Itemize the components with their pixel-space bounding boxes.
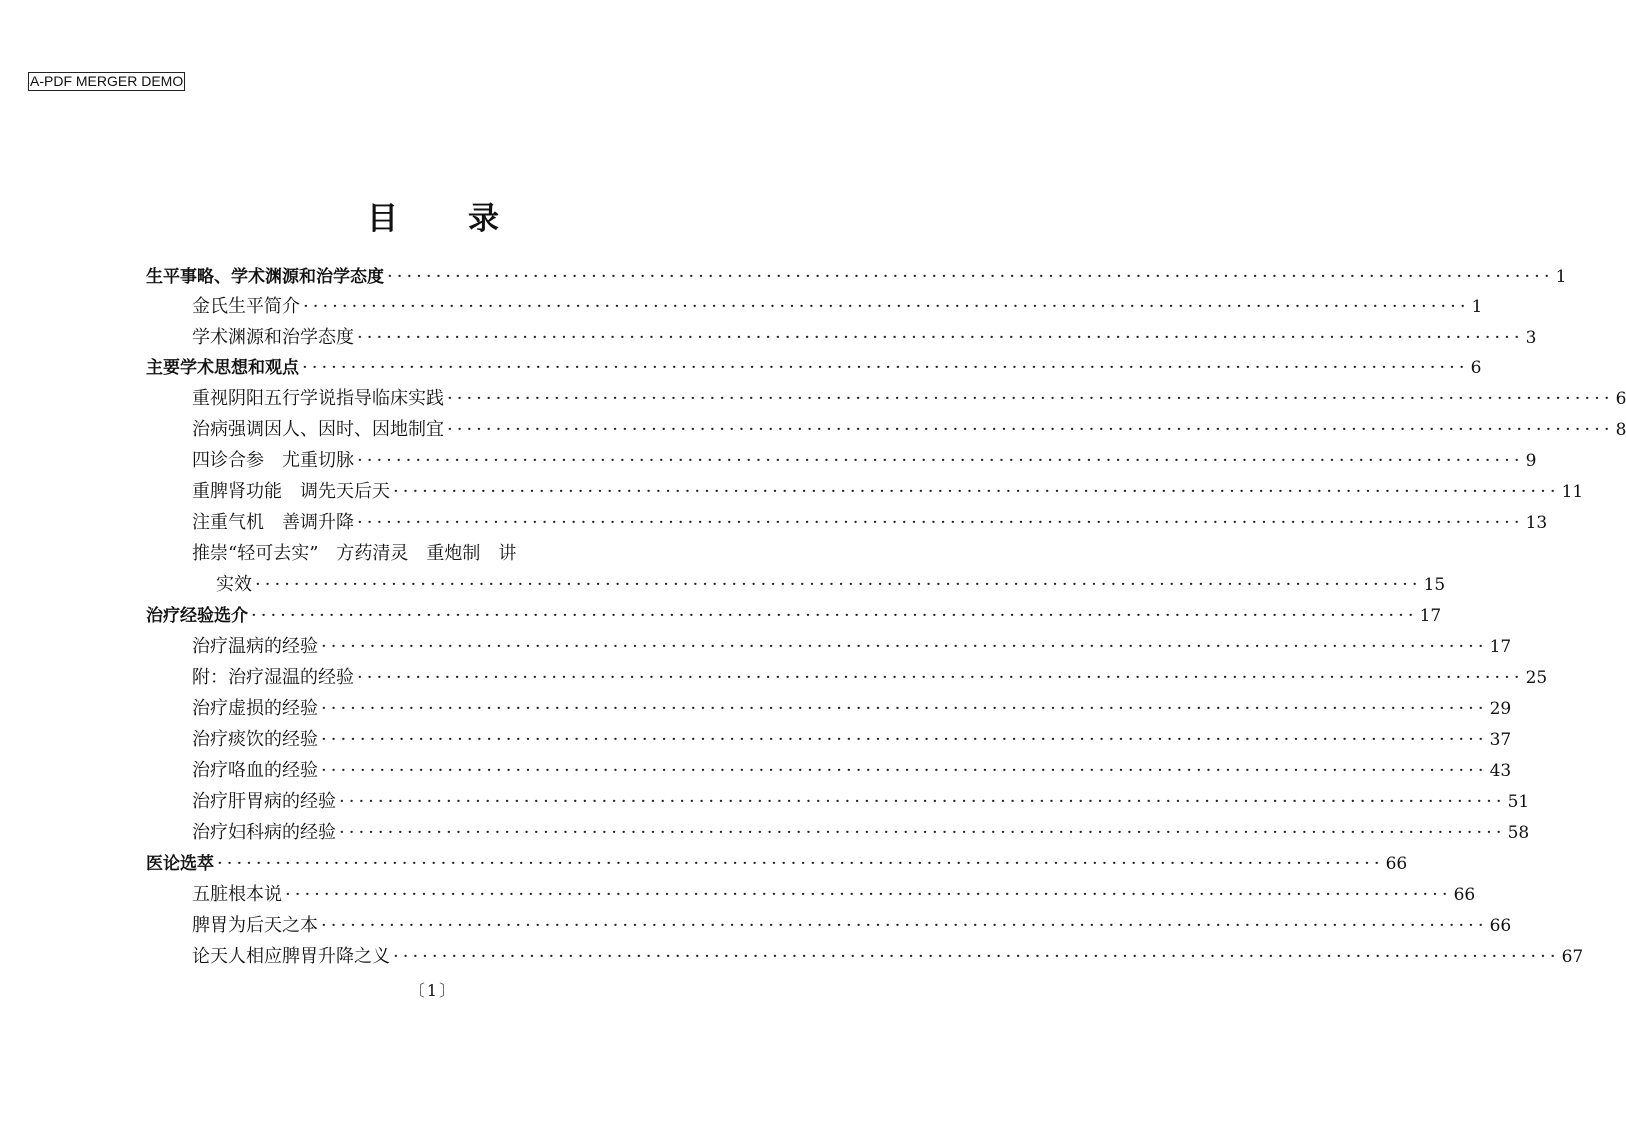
toc-entry-page: 6 bbox=[1615, 389, 1626, 409]
toc-entry-label: 学术渊源和治学态度 bbox=[192, 327, 354, 348]
toc-entry-page: 66 bbox=[1489, 916, 1512, 936]
toc-entry-label: 治疗妇科病的经验 bbox=[192, 822, 336, 843]
toc-entry[interactable] bbox=[192, 535, 516, 565]
toc-section-entry[interactable] bbox=[146, 349, 1482, 379]
toc-entry-page: 1 bbox=[1555, 267, 1567, 287]
toc-entry-label: 治疗肝胃病的经验 bbox=[192, 791, 336, 812]
dot-leader: ························································································································ bbox=[302, 357, 1469, 378]
toc-entry-page: 66 bbox=[1453, 885, 1476, 905]
dot-leader: ························································································································ bbox=[321, 729, 1488, 750]
toc-entry-label: 治疗虚损的经验 bbox=[192, 698, 318, 719]
dot-leader: ························································································································ bbox=[447, 388, 1614, 409]
toc-entry[interactable] bbox=[192, 876, 1476, 906]
toc-entry[interactable] bbox=[192, 938, 1584, 968]
toc-entry-page: 37 bbox=[1489, 730, 1512, 750]
toc-entry[interactable] bbox=[192, 319, 1537, 349]
dot-leader: ························································································································ bbox=[321, 915, 1488, 936]
dot-leader: ························································································································ bbox=[357, 512, 1524, 533]
toc-entry[interactable] bbox=[192, 659, 1548, 689]
watermark-label: A-PDF MERGER DEMO bbox=[30, 73, 184, 89]
dot-leader: ························································································································ bbox=[393, 946, 1560, 967]
dot-leader: ························································································································ bbox=[217, 853, 1384, 874]
toc-entry-label: 论天人相应脾胃升降之义 bbox=[192, 946, 390, 967]
dot-leader: ························································································································ bbox=[251, 605, 1418, 626]
toc-entry-label: 脾胃为后天之本 bbox=[192, 915, 318, 936]
toc-entry[interactable] bbox=[192, 504, 1548, 534]
toc-entry[interactable] bbox=[192, 752, 1512, 782]
toc-entry[interactable] bbox=[216, 566, 1446, 596]
toc-entry[interactable] bbox=[192, 288, 1483, 318]
dot-leader: ························································································································ bbox=[339, 791, 1506, 812]
toc-entry[interactable] bbox=[192, 814, 1530, 844]
toc-entry[interactable] bbox=[192, 721, 1512, 751]
toc-entry-page: 43 bbox=[1489, 761, 1512, 781]
toc-section-entry[interactable] bbox=[146, 597, 1442, 627]
toc-entry-label: 推崇“轻可去实” 方药清灵 重炮制 讲 bbox=[192, 543, 517, 564]
toc-entry[interactable] bbox=[192, 690, 1512, 720]
toc-entry-page: 11 bbox=[1561, 482, 1584, 502]
title-char-1: 目 bbox=[367, 201, 398, 237]
toc-entry-page: 15 bbox=[1423, 575, 1446, 595]
dot-leader: ························································································································ bbox=[339, 822, 1506, 843]
dot-leader: ························································································································ bbox=[447, 419, 1614, 440]
toc-entry-label: 治疗咯血的经验 bbox=[192, 760, 318, 781]
toc-entry-label: 重视阴阳五行学说指导临床实践 bbox=[192, 388, 444, 409]
dot-leader: ························································································································ bbox=[393, 481, 1560, 502]
toc-entry-page: 29 bbox=[1489, 699, 1512, 719]
dot-leader: ························································································································ bbox=[321, 636, 1488, 657]
toc-entry-label: 实效 bbox=[216, 574, 252, 595]
toc-entry-label: 主要学术思想和观点 bbox=[146, 358, 299, 378]
toc-entry-label: 四诊合参 尤重切脉 bbox=[192, 450, 354, 471]
toc-entry-label: 五脏根本说 bbox=[192, 884, 282, 905]
toc-entry-page: 9 bbox=[1525, 451, 1537, 471]
toc-entry-page: 1 bbox=[1471, 297, 1483, 317]
toc-entry[interactable] bbox=[192, 442, 1537, 472]
toc-entry[interactable] bbox=[192, 628, 1512, 658]
toc-entry-page: 58 bbox=[1507, 823, 1530, 843]
dot-leader: ························································································································ bbox=[255, 574, 1422, 595]
toc-section-entry[interactable] bbox=[146, 258, 1567, 288]
toc-entry[interactable] bbox=[192, 783, 1530, 813]
dot-leader: ························································································································ bbox=[387, 266, 1554, 287]
dot-leader: ························································································································ bbox=[303, 296, 1470, 317]
page-number: 〔1〕 bbox=[408, 981, 458, 1000]
toc-entry[interactable] bbox=[192, 473, 1584, 503]
toc-entry-page: 13 bbox=[1525, 513, 1548, 533]
toc-entry-label: 治疗温病的经验 bbox=[192, 636, 318, 657]
toc-entry-label: 附：治疗湿温的经验 bbox=[192, 667, 354, 688]
dot-leader: ························································································································ bbox=[321, 760, 1488, 781]
toc-entry-label: 治疗经验选介 bbox=[146, 606, 248, 626]
toc-entry-label: 医论选萃 bbox=[146, 854, 214, 874]
toc-entry[interactable] bbox=[192, 380, 1626, 410]
dot-leader: ························································································································ bbox=[321, 698, 1488, 719]
toc-entry-page: 66 bbox=[1385, 854, 1408, 874]
toc-entry-label: 重脾肾功能 调先天后天 bbox=[192, 481, 390, 502]
toc-entry-page: 25 bbox=[1525, 668, 1548, 688]
toc-entry-page: 3 bbox=[1525, 328, 1537, 348]
toc-entry-page: 17 bbox=[1419, 606, 1442, 626]
dot-leader: ························································································································ bbox=[357, 450, 1524, 471]
dot-leader: ························································································································ bbox=[285, 884, 1452, 905]
toc-entry-page: 67 bbox=[1561, 947, 1584, 967]
toc-entry-page: 17 bbox=[1489, 637, 1512, 657]
toc-entry-page: 6 bbox=[1470, 358, 1482, 378]
toc-entry-label: 注重气机 善调升降 bbox=[192, 512, 354, 533]
toc-entry-label: 生平事略、学术渊源和治学态度 bbox=[146, 267, 384, 287]
toc-entry-label: 治疗痰饮的经验 bbox=[192, 729, 318, 750]
toc-entry-page: 51 bbox=[1507, 792, 1530, 812]
toc-section-entry[interactable] bbox=[146, 845, 1408, 875]
toc-entry[interactable] bbox=[192, 411, 1626, 441]
title-char-2: 录 bbox=[468, 201, 499, 237]
toc-entry-label: 金氏生平简介 bbox=[192, 296, 300, 317]
dot-leader: ························································································································ bbox=[357, 667, 1524, 688]
toc-entry-label: 治病强调因人、因时、因地制宜 bbox=[192, 419, 444, 440]
toc-entry[interactable] bbox=[192, 907, 1512, 937]
dot-leader: ························································································································ bbox=[357, 327, 1524, 348]
toc-entry-page: 8 bbox=[1615, 420, 1626, 440]
